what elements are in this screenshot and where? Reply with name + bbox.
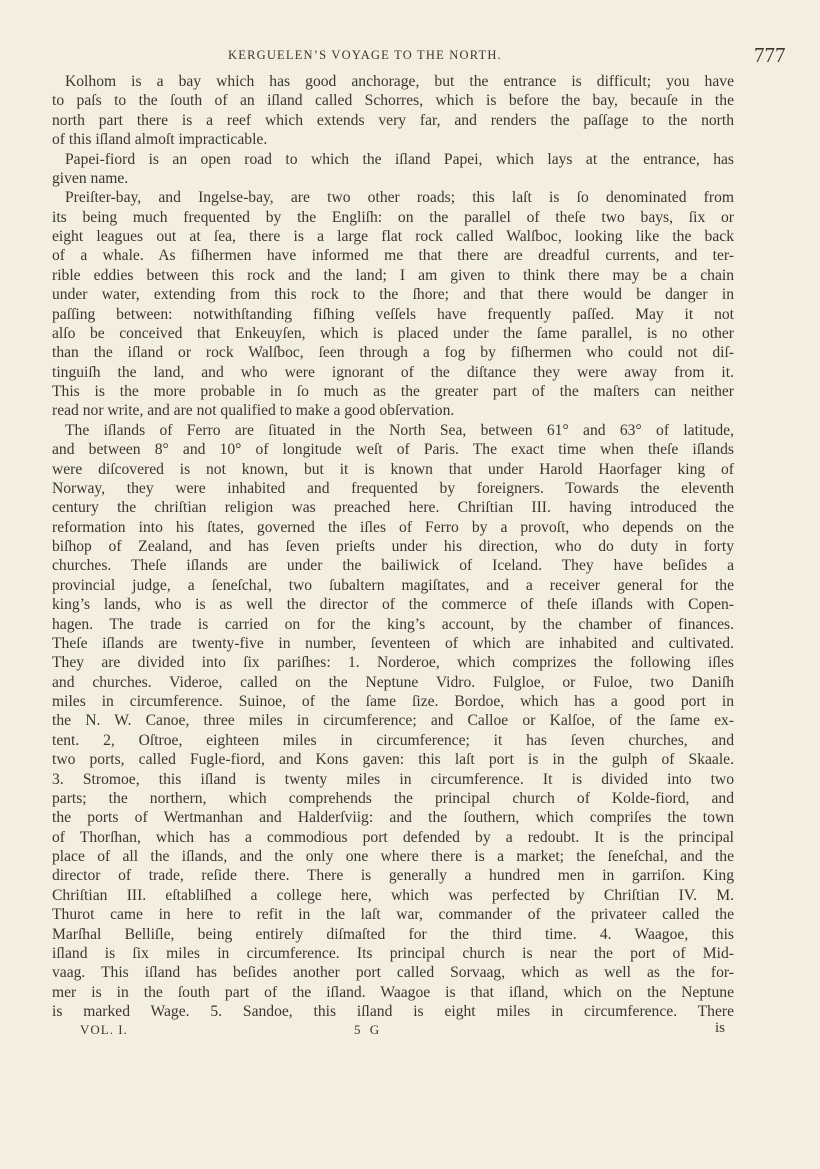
text-line: vaag. This iſland has beſides another port called Sorvaag, which as well as the for- [52,964,734,982]
text-line: Papei-fiord is an open road to which the iſland Papei, which lays at the entrance, has [65,150,734,168]
text-line: to paſs to the ſouth of an iſland called Schorres, which is before the bay, becauſe in the [52,92,734,110]
text-line: iſland is ſix miles in circumference. Its principal church is near the port of Mid- [52,944,734,962]
text-line: 3. Stromoe, this iſland is twenty miles in circumference. It is divided into two [52,770,734,788]
catchword: is [715,1020,726,1036]
text-line: read nor write, and are not qualified to make a good obſervation. [52,402,455,420]
text-line: given name. [52,169,129,187]
text-line: The iſlands of Ferro are ſituated in the North Sea, between 61° and 63° of latitude, [65,421,734,439]
text-line: Kolhom is a bay which has good anchorage, but the entrance is difficult; you have [65,73,734,90]
text-line: Thurot came in here to refit in the laſt war, commander of the privateer called the [52,906,734,924]
text-line: tent. 2, Oſtroe, eighteen miles in circumference; it has ſeven churches, and [52,731,734,749]
page-footer [0,1022,820,1042]
text-line: reformation into his ſtates, governed the iſles of Ferro by a provoſt, who depends on the [52,518,734,536]
text-line: provincial judge, a ſeneſchal, two ſubaltern magiſtates, and a receiver general for the [52,576,734,594]
text-line: is marked Wage. 5. Sandoe, this iſland is eight miles in circumference. There [52,1003,734,1020]
text-line: than the iſland or rock Walſboc, ſeen through a fog by fiſhermen who could not diſ- [52,344,734,362]
text-line: under water, extending from this rock to the ſhore; and that there would be danger in [52,286,734,304]
text-line: and churches. Videroe, called on the Neptune Vidro. Fulgloe, or Fuloe, two Daniſh [52,673,734,691]
text-line: director of trade, reſide there. There is generally a hundred men in garriſon. King [52,867,734,885]
text-line: rible eddies between this rock and the land; I am given to think there may be a chain [52,266,734,284]
volume-label: VOL. I. [80,1022,128,1037]
text-line: alſo be conceived that Enkeuyſen, which is placed under the ſame parallel, is no other [52,324,734,342]
text-line: the N. W. Canoe, three miles in circumference; and Calloe or Kalſoe, of the ſame ex- [52,712,734,730]
text-line: Marſhal Belliſle, being entirely diſmaſted for the third time. 4. Waagoe, this [52,925,734,943]
text-line: century the chriſtian religion was preached here. Chriſtian III. having introduced the [52,499,734,517]
text-line: paſſing between: notwithſtanding fiſhing veſſels have frequently paſſed. May it not [52,305,734,323]
text-line: were diſcovered is not known, but it is known that under Harold Haorfager king of [52,460,734,478]
text-line: of a whale. As fiſhermen have informed me that there are dreadful currents, and ter- [52,247,734,265]
text-line: two ports, called Fugle-fiord, and Kons gaven: this laſt port is in the gulph of Skaale. [52,751,734,769]
text-line: Theſe iſlands are twenty-five in number, ſeventeen of which are inhabited and cultivated. [52,634,734,652]
text-line: They are divided into ſix pariſhes: 1. Norderoe, which comprizes the following iſles [52,654,734,672]
text-line: of this iſland almoſt impracticable. [52,131,268,149]
text-line: of Thorſhan, which has a commodious port defended by a redoubt. It is the principal [52,828,734,846]
running-title: KERGUELEN’S VOYAGE TO THE NORTH. [228,48,502,62]
text-line: Norway, they were inhabited and frequented by foreigners. Towards the eleventh [52,479,734,497]
text-line: This is the more probable in ſo much as the greater part of the maſters can neither [52,383,734,400]
text-line: north part there is a reef which extends very far, and renders the paſſage to the north [52,111,734,129]
text-line: mer is in the ſouth part of the iſland. Waagoe is that iſland, which on the Neptune [52,983,734,1001]
text-line: parts; the northern, which comprehends the principal church of Kolde-fiord, and [52,789,734,807]
text-line: churches. Theſe iſlands are under the bailiwick of Iceland. They have beſides a [52,557,734,575]
body-text [52,72,734,1021]
text-line: Preiſter-bay, and Ingelse-bay, are two other roads; this laſt is ſo denominated from [65,189,734,207]
page-header [0,43,820,68]
text-line: king’s lands, who is as well the director of the commerce of theſe iſlands with Copen- [52,596,734,614]
text-line: Chriſtian III. eſtabliſhed a college here, which was perfected by Chriſtian IV. M. [52,886,734,904]
text-line: miles in circumference. Suinoe, of the ſame ſize. Bordoe, which has a good port in [52,693,734,710]
text-line: the ports of Wertmanhan and Halderſviig: and the ſouthern, which compriſes the town [52,809,734,827]
page-number: 777 [754,43,786,67]
text-line: place of all the iſlands, and the only one where there is a market; the ſeneſchal, and the [52,848,734,865]
text-line: biſhop of Zealand, and has ſeven prieſts under his direction, who do duty in forty [52,538,734,555]
text-line: and between 8° and 10° of longitude weſt of Paris. The exact time when theſe iſlands [52,441,734,459]
text-line: tinguiſh the land, and who were ignorant of the diſtance they were away from it. [52,363,734,381]
signature-mark: 5 G [354,1022,383,1037]
text-line: hagen. The trade is carried on for the king’s account, by the chamber of finances. [52,615,734,633]
text-line: eight leagues out at ſea, there is a large flat rock called Walſboc, looking like the back [52,228,734,245]
text-line: its being much frequented by the Engliſh: on the parallel of theſe two bays, ſix or [52,208,734,226]
